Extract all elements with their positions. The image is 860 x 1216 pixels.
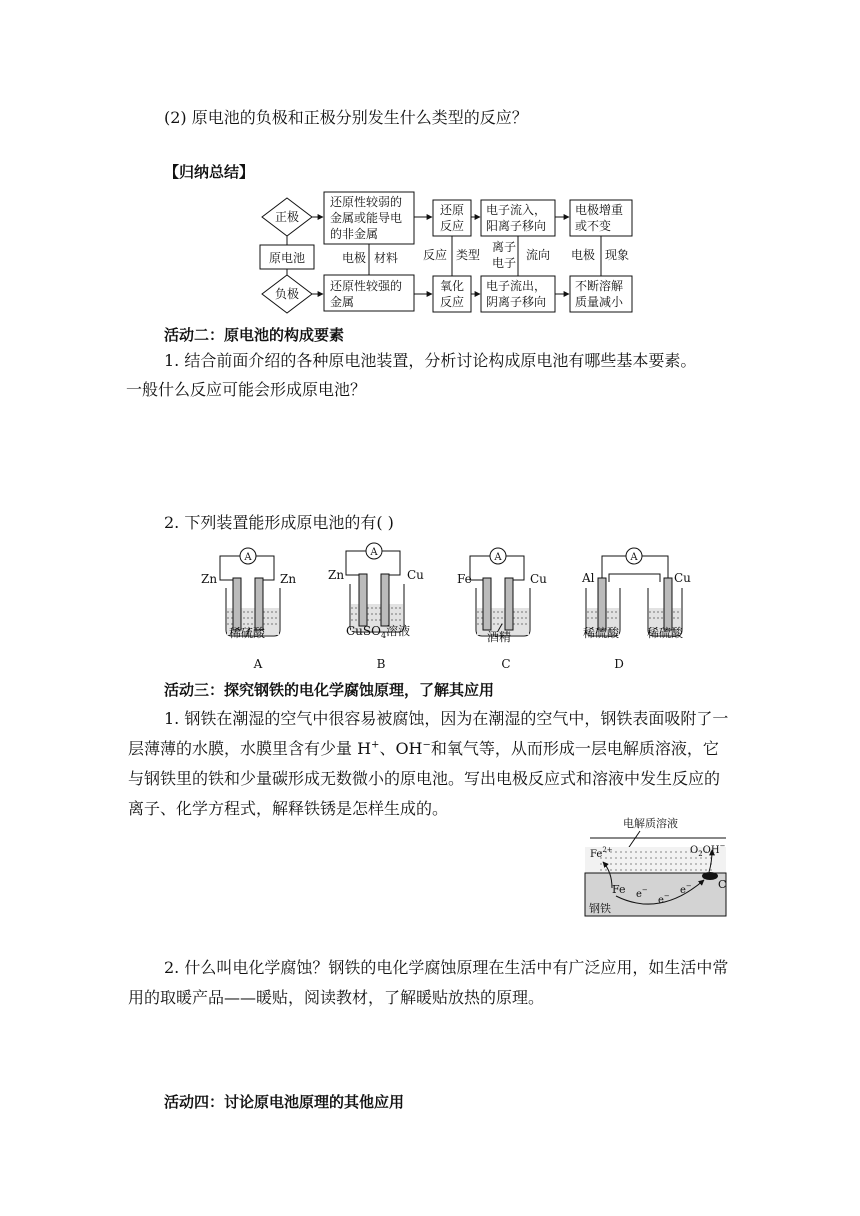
activity-2-question-1-line-1: 1. 结合前面介绍的各种原电池装置，分析讨论构成原电池有哪些基本要素。 — [164, 351, 697, 370]
ferrous-ion-label: $Fe^{2+}$ — [590, 846, 613, 860]
device-a-right-electrode: Zn — [280, 572, 297, 586]
oxidation-line-2: 反应 — [439, 295, 465, 309]
electrode-label: 电极 — [342, 251, 367, 265]
flow-direction-label: 流向 — [526, 248, 551, 262]
device-c-right-electrode: Cu — [530, 572, 547, 586]
negative-flow-line-1: 电子流出， — [486, 279, 547, 293]
oxygen-hydroxide-label: $O_2OH^-$ — [690, 842, 726, 858]
activity-3-paragraph-1: 1. 钢铁在潮湿的空气中很容易被腐蚀，因为在潮湿的空气中，钢铁表面吸附了一层薄薄的水膜，水膜里含有少量 H+、OH−和氧气等，从而形成一层电解质溶液，它与钢铁里的铁和少量碳形成无数微小的原电池。写出电极反应式和溶液中发生反应的离子、化学方程式，解释铁锈是怎样生成的。 — [128, 709, 729, 818]
electron-label: 电子 — [492, 256, 517, 270]
carbon-label: C — [718, 878, 727, 891]
electron-1: e− — [636, 886, 648, 900]
question-2: (2) 原电池的负极和正极分别发生什么类型的反应？ — [164, 108, 528, 127]
activity-3-question-2: 2. 什么叫电化学腐蚀？钢铁的电化学腐蚀原理在生活中有广泛应用，如生活中常用的取暖产品——暖贴，阅读教材，了解暖贴放热的原理。 — [128, 958, 729, 1007]
negative-phenomenon-line-1: 不断溶解 — [575, 279, 624, 293]
positive-phenomenon-line-2: 或不变 — [575, 219, 612, 233]
option-b-label: B — [376, 657, 386, 671]
electron-2: e− — [658, 892, 670, 906]
device-d-right-solution: 稀硫酸 — [647, 626, 684, 640]
activity-4-heading: 活动四：讨论原电池原理的其他应用 — [164, 1093, 405, 1111]
negative-flow-line-2: 阴离子移向 — [486, 295, 547, 309]
negative-material-line-2: 金属 — [330, 295, 355, 309]
svg-text:A: A — [244, 552, 252, 563]
activity-2-question-1-line-2: 一般什么反应可能会形成原电池？ — [126, 380, 367, 399]
type-label: 类型 — [456, 248, 481, 262]
reduction-line-1: 还原 — [439, 203, 465, 217]
activity-3-heading: 活动三：探究钢铁的电化学腐蚀原理，了解其应用 — [164, 681, 495, 699]
svg-text:A: A — [370, 547, 378, 558]
activity-2-heading: 活动二：原电池的构成要素 — [164, 326, 345, 344]
positive-flow-line-1: 电子流入， — [486, 203, 547, 217]
negative-material-line-1: 还原性较强的 — [330, 279, 403, 293]
reduction-line-2: 反应 — [439, 219, 465, 233]
option-d-label: D — [614, 657, 624, 671]
device-c-solution: 酒精 — [487, 630, 512, 644]
phenomenon-label: 现象 — [605, 248, 630, 262]
option-c-label: C — [501, 657, 511, 671]
device-b-right-electrode: Cu — [407, 568, 424, 582]
svg-text:A: A — [494, 552, 502, 563]
device-d-left-electrode: Al — [582, 571, 595, 585]
positive-flow-line-2: 阳离子移向 — [486, 219, 547, 233]
positive-phenomenon-line-1: 电极增重 — [575, 203, 624, 217]
device-a-solution: 稀硫酸 — [229, 626, 266, 640]
negative-phenomenon-line-2: 质量减小 — [575, 295, 624, 309]
negative-electrode-label: 负极 — [274, 287, 300, 301]
option-a-label: A — [253, 657, 263, 671]
positive-electrode-label: 正极 — [274, 210, 300, 224]
reaction-label: 反应 — [423, 248, 448, 262]
positive-material-line-2: 金属或能导电 — [330, 211, 403, 225]
device-d-right-electrode: Cu — [674, 571, 691, 585]
device-b-solution: CuSO$_4$溶液 — [346, 624, 411, 640]
svg-text:A: A — [630, 552, 638, 563]
electron-3: e− — [680, 882, 692, 896]
device-a-left-electrode: Zn — [201, 572, 218, 586]
electrode-label-2: 电极 — [571, 248, 596, 262]
summary-heading: 【归纳总结】 — [164, 163, 255, 181]
oxidation-line-1: 氧化 — [439, 279, 465, 293]
steel-label: 钢铁 — [589, 902, 611, 915]
primary-cell-label: 原电池 — [268, 251, 306, 265]
electrolyte-label: 电解质溶液 — [623, 817, 678, 830]
positive-material-line-1: 还原性较弱的 — [330, 195, 403, 209]
device-d-left-solution: 稀硫酸 — [583, 626, 620, 640]
device-b-left-electrode: Zn — [328, 568, 345, 582]
material-label: 材料 — [374, 251, 399, 265]
positive-material-line-3: 的非金属 — [330, 227, 379, 241]
iron-label: Fe — [612, 883, 626, 896]
device-c-left-electrode: Fe — [457, 572, 472, 586]
activity-2-question-2: 2. 下列装置能形成原电池的有( ) — [164, 513, 394, 532]
ion-label: 离子 — [492, 240, 517, 254]
